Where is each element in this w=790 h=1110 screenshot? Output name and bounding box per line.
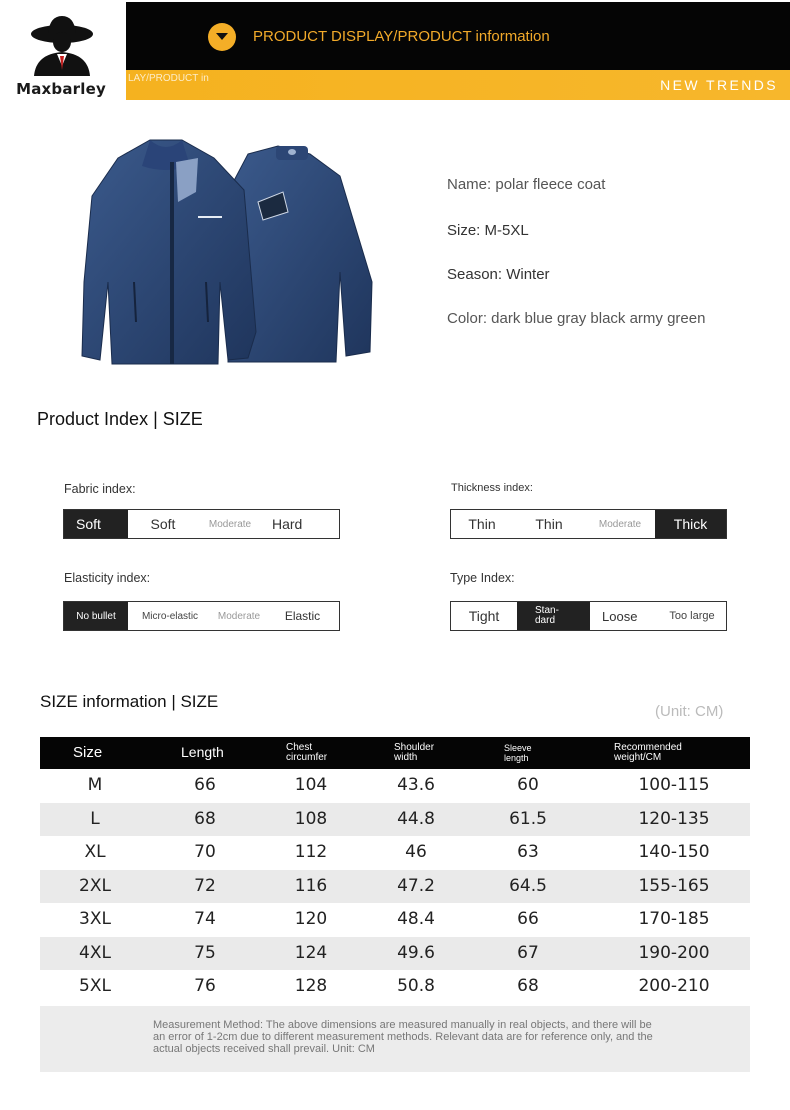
cell-weight: 120-135 xyxy=(638,808,710,829)
type-cell-tight: Tight xyxy=(468,608,500,624)
thickness-index-bar xyxy=(450,509,727,539)
cell-size: 3XL xyxy=(79,909,111,929)
thickness-cell-thin-1: Thin xyxy=(468,516,496,532)
cell-size: 2XL xyxy=(79,875,111,896)
th-weight xyxy=(614,743,682,763)
cell-weight: 170-185 xyxy=(638,909,710,929)
cell-shoulder: 47.2 xyxy=(397,875,435,896)
type-index-bar xyxy=(450,601,727,631)
unit-label: (Unit: CM) xyxy=(655,703,724,720)
cell-size: 4XL xyxy=(79,942,111,963)
th-chest-line1: Chest xyxy=(286,742,313,753)
fabric-cell-soft-selected: Soft xyxy=(64,510,128,538)
th-sleeve-line1: Sleeve xyxy=(504,743,532,753)
cell-chest: 116 xyxy=(294,875,328,896)
product-index-title: Product Index | SIZE xyxy=(37,409,203,429)
th-shoulder-line1: Shoulder xyxy=(394,742,435,753)
th-weight-line1: Recommended xyxy=(614,742,682,753)
product-image xyxy=(78,132,378,368)
cell-sleeve: 67 xyxy=(517,942,539,963)
cell-chest: 124 xyxy=(294,942,328,963)
elasticity-cell-micro-elastic: Micro-elastic xyxy=(141,610,199,622)
type-cell-standard-selected xyxy=(517,602,590,630)
measurement-note-text: Measurement Method: The above dimensions are measured manually in real objects, and there will be an error of 1-2cm due to different measurement methods. Relevant data are for reference only, and the actual objects received shall prevail. Unit: CM xyxy=(153,1019,653,1055)
cell-shoulder: 46 xyxy=(405,842,427,862)
table-row xyxy=(40,769,750,803)
th-shoulder-line2: width xyxy=(394,752,418,763)
cell-size: M xyxy=(87,775,103,795)
table-row xyxy=(40,937,750,971)
table-row xyxy=(40,870,750,904)
cell-sleeve: 61.5 xyxy=(509,808,547,829)
cell-sleeve: 60 xyxy=(517,775,539,795)
thickness-index-label: Thickness index: xyxy=(451,482,533,494)
cell-size: 5XL xyxy=(79,976,111,996)
cell-chest: 128 xyxy=(294,976,328,996)
th-shoulder xyxy=(394,743,434,763)
cell-size: L xyxy=(90,808,100,829)
cell-size: XL xyxy=(84,842,106,862)
cell-length: 68 xyxy=(194,808,216,829)
cell-sleeve: 63 xyxy=(517,842,539,862)
cell-shoulder: 43.6 xyxy=(397,775,435,795)
cell-weight: 200-210 xyxy=(638,976,710,996)
th-sleeve-line2: length xyxy=(504,753,529,763)
th-chest xyxy=(286,743,327,763)
cell-length: 70 xyxy=(194,842,216,862)
cell-weight: 100-115 xyxy=(638,775,710,795)
size-table xyxy=(40,737,750,1004)
product-name: Name: polar fleece coat xyxy=(447,176,606,193)
cell-shoulder: 50.8 xyxy=(397,976,435,996)
elasticity-cell-elastic: Elastic xyxy=(284,609,321,623)
table-row xyxy=(40,903,750,937)
fabric-cell-hard: Hard xyxy=(272,516,303,532)
thickness-cell-thick-selected: Thick xyxy=(655,510,726,538)
new-trends-tagline: NEW TRENDS xyxy=(660,77,778,93)
header-title: PRODUCT DISPLAY/PRODUCT information xyxy=(253,28,550,45)
th-chest-line2: circumfer xyxy=(286,752,328,763)
cell-weight: 190-200 xyxy=(638,942,710,963)
fabric-cell-soft: Soft xyxy=(150,516,176,532)
table-row xyxy=(40,836,750,870)
type-cell-too-large: Too large xyxy=(669,610,715,622)
elasticity-index-bar xyxy=(63,601,340,631)
type-cell-standard-line2: dard xyxy=(535,615,556,626)
header-ghost-text: LAY/PRODUCT in xyxy=(128,73,209,84)
brand-logo xyxy=(0,0,126,128)
size-info-title: SIZE information | SIZE xyxy=(40,692,219,711)
fabric-index-bar xyxy=(63,509,340,539)
cell-chest: 120 xyxy=(294,909,328,929)
th-size: Size xyxy=(73,744,103,761)
cell-chest: 104 xyxy=(294,775,328,795)
measurement-note-box xyxy=(40,1006,750,1072)
cell-shoulder: 49.6 xyxy=(397,942,435,963)
th-weight-line2: weight/CM xyxy=(614,752,662,763)
cell-length: 75 xyxy=(194,942,216,963)
th-length: Length xyxy=(181,744,224,760)
elasticity-cell-no-bullet-selected: No bullet xyxy=(64,602,128,630)
hat-man-logo-icon xyxy=(26,14,96,78)
chevron-down-icon xyxy=(215,32,229,42)
cell-length: 66 xyxy=(194,775,216,795)
size-table-header xyxy=(40,737,750,769)
cell-length: 74 xyxy=(194,909,216,929)
elasticity-cell-moderate: Moderate xyxy=(217,610,261,622)
fabric-index-label: Fabric index: xyxy=(64,482,136,496)
elasticity-index-label: Elasticity index: xyxy=(64,571,151,585)
type-cell-loose: Loose xyxy=(602,608,638,624)
cell-length: 72 xyxy=(194,875,216,896)
cell-sleeve: 68 xyxy=(517,976,539,996)
thickness-cell-moderate: Moderate xyxy=(598,518,642,530)
fabric-cell-moderate: Moderate xyxy=(208,518,252,530)
brand-name: Maxbarley xyxy=(16,80,106,98)
cell-shoulder: 44.8 xyxy=(397,808,435,829)
dropdown-circle-button[interactable] xyxy=(208,23,236,51)
th-sleeve xyxy=(504,743,532,763)
cell-chest: 112 xyxy=(294,842,328,862)
product-color: Color: dark blue gray black army green xyxy=(447,310,706,327)
cell-weight: 155-165 xyxy=(638,875,710,896)
table-row xyxy=(40,970,750,1004)
cell-shoulder: 48.4 xyxy=(397,909,435,929)
cell-sleeve: 64.5 xyxy=(509,875,547,896)
product-size: Size: M-5XL xyxy=(447,222,529,239)
cell-chest: 108 xyxy=(294,808,328,829)
cell-length: 76 xyxy=(194,976,216,996)
product-season: Season: Winter xyxy=(447,266,550,283)
cell-weight: 140-150 xyxy=(638,842,710,862)
thickness-cell-thin-2: Thin xyxy=(535,516,563,532)
cell-sleeve: 66 xyxy=(517,909,539,929)
table-row xyxy=(40,803,750,837)
type-cell-standard-line1: Stan- xyxy=(535,605,559,616)
type-index-label: Type Index: xyxy=(450,571,515,585)
